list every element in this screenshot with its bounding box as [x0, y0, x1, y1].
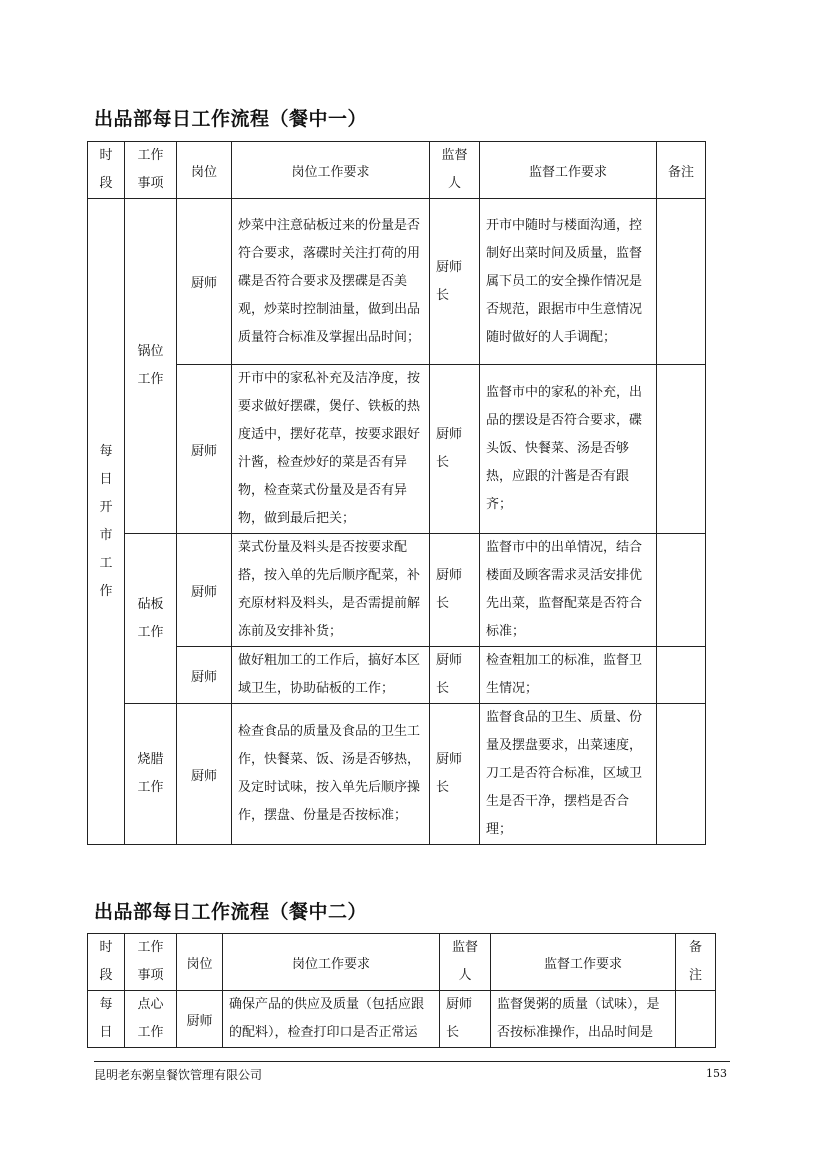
header-period: 时 段	[88, 934, 125, 991]
supervisor-cell: 厨师 长	[440, 991, 491, 1048]
post-cell: 厨师	[177, 991, 223, 1048]
post-cell: 厨师	[177, 704, 232, 845]
period-cell: 每 日	[88, 991, 125, 1048]
header-item: 工作 事项	[125, 934, 177, 991]
post-requirements-cell: 做好粗加工的工作后，搞好本区域卫生，协助砧板的工作；	[232, 647, 430, 704]
work-item-cell: 砧板 工作	[125, 534, 177, 704]
work-item-cell: 烧腊 工作	[125, 704, 177, 845]
header-supervision-requirements: 监督工作要求	[480, 142, 657, 199]
supervision-requirements-cell: 开市中随时与楼面沟通，控制好出菜时间及质量，监督属下员工的安全操作情况是否规范，跟据市中生意情况随时做好的人手调配；	[480, 199, 657, 365]
header-supervisor: 监督 人	[430, 142, 480, 199]
table-row	[88, 991, 716, 1048]
work-item-cell: 点心 工作	[125, 991, 177, 1048]
remark-cell	[657, 534, 706, 647]
table-row	[88, 534, 706, 647]
header-post-requirements: 岗位工作要求	[232, 142, 430, 199]
post-cell: 厨师	[177, 365, 232, 534]
header-item: 工作 事项	[125, 142, 177, 199]
supervisor-cell: 厨师 长	[430, 647, 480, 704]
remark-cell	[657, 199, 706, 365]
section1-header-row	[88, 142, 706, 199]
table-row	[88, 647, 706, 704]
section2-title: 出品部每日工作流程（餐中二）	[94, 901, 368, 923]
header-supervisor: 监督 人	[440, 934, 491, 991]
header-supervision-requirements: 监督工作要求	[491, 934, 676, 991]
header-period: 时 段	[88, 142, 125, 199]
footer-company: 昆明老东粥皇餐饮管理有限公司	[94, 1068, 263, 1082]
header-remark: 备注	[657, 142, 706, 199]
supervision-requirements-cell: 检查粗加工的标准，监督卫生情况；	[480, 647, 657, 704]
section2-header-row	[88, 934, 716, 991]
supervisor-cell: 厨师 长	[430, 704, 480, 845]
remark-cell	[657, 704, 706, 845]
post-requirements-cell: 菜式份量及料头是否按要求配搭，按入单的先后顺序配菜，补充原材料及料头，是否需提前解冻前及安排补货；	[232, 534, 430, 647]
post-requirements-cell: 检查食品的质量及食品的卫生工作，快餐菜、饭、汤是否够热，及定时试味，按入单先后顺序操作，摆盘、份量是否按标准；	[232, 704, 430, 845]
remark-cell	[676, 991, 716, 1048]
section1-title: 出品部每日工作流程（餐中一）	[94, 108, 368, 130]
supervision-requirements-cell: 监督市中的出单情况，结合楼面及顾客需求灵活安排优先出菜，监督配菜是否符合标准；	[480, 534, 657, 647]
table-row	[88, 704, 706, 845]
supervisor-cell: 厨师 长	[430, 534, 480, 647]
table-row	[88, 365, 706, 534]
remark-cell	[657, 647, 706, 704]
remark-cell	[657, 365, 706, 534]
section2-table	[87, 933, 716, 1048]
post-cell: 厨师	[177, 647, 232, 704]
supervision-requirements-cell: 监督煲粥的质量（试味），是否按标准操作，出品时间是	[491, 991, 676, 1048]
supervisor-cell: 厨师 长	[430, 199, 480, 365]
header-post: 岗位	[177, 934, 223, 991]
work-item-cell: 锅位 工作	[125, 199, 177, 534]
post-requirements-cell: 炒菜中注意砧板过来的份量是否符合要求，落碟时关注打荷的用碟是否符合要求及摆碟是否美观，炒菜时控制油量，做到出品质量符合标准及掌握出品时间；	[232, 199, 430, 365]
period-cell: 每 日 开 市 工 作	[88, 199, 125, 845]
supervision-requirements-cell: 监督市中的家私的补充，出品的摆设是否符合要求，碟头饭、快餐菜、汤是否够热，应跟的汁酱是否有跟齐；	[480, 365, 657, 534]
footer-divider	[94, 1061, 730, 1062]
header-remark: 备 注	[676, 934, 716, 991]
header-post-requirements: 岗位工作要求	[223, 934, 440, 991]
section1-table	[87, 141, 706, 845]
post-requirements-cell: 开市中的家私补充及洁净度，按要求做好摆碟，煲仔、铁板的热度适中，摆好花草，按要求跟好汁酱，检查炒好的菜是否有异物，检查菜式份量及是否有异物，做到最后把关；	[232, 365, 430, 534]
header-post: 岗位	[177, 142, 232, 199]
supervision-requirements-cell: 监督食品的卫生、质量、份量及摆盘要求，出菜速度，刀工是否符合标准，区域卫生是否干净，摆档是否合理；	[480, 704, 657, 845]
post-cell: 厨师	[177, 534, 232, 647]
post-requirements-cell: 确保产品的供应及质量（包括应跟的配料），检查打印口是否正常运	[223, 991, 440, 1048]
supervisor-cell: 厨师 长	[430, 365, 480, 534]
page-number: 153	[706, 1067, 727, 1080]
table-row	[88, 199, 706, 365]
post-cell: 厨师	[177, 199, 232, 365]
